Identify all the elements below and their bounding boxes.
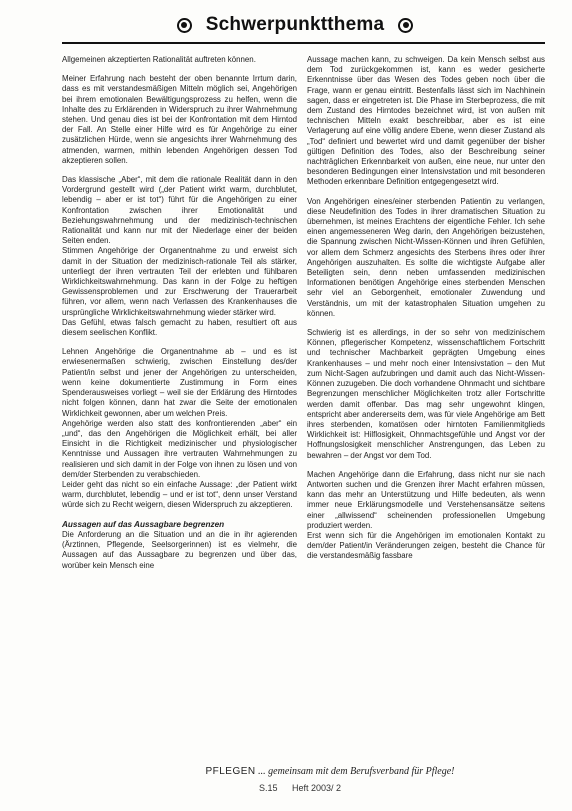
section-title: Schwerpunktthema <box>205 14 385 35</box>
paragraph: Aussage machen kann, zu schweigen. Da kein Mensch selbst aus dem Tod zurückgekommen ist, kann es weder gesicherte Erkenntnisse über das Wesen des Todes geben noch über die Frage, wann er genau eintritt. Bestenfalls lässt sich im Nachhinein sagen, dass er eingetreten ist. Die Phase im Sterbeprozess, die mit dem Zustand des Hirntodes bezeichnet wird, ist von außen mit technischen Mitteln exakt beschreibbar, aber es ist eine Verlagerung auf eine völlig andere Ebene, wenn dieser Zustand als „Tod“ definiert und bewertet wird und damit gegenüber der bisher gültigen Definition des Todes, also der Beschreibung seiner nachträglichen Erkennbarkeit von außen, eine neue, nur unter den besonderen Bedingungen einer Intensivstation und mit besonderen Methoden erkennbare Definition entgegengesetzt wird. <box>307 55 545 187</box>
header-rule <box>62 42 545 44</box>
footer-brand: PFLEGEN <box>205 766 256 777</box>
paragraph: Die Anforderung an die Situation und an die in ihr agierenden (Ärztinnen, Pflegende, Seelsorgerinnen) ist es vielmehr, die Aussagen auf das Aussagbare zu begrenzen und über das, worüber kein Mensch eine <box>62 530 297 570</box>
paragraph: Erst wenn sich für die Angehörigen im emotionalen Kontakt zu dem/der Patient/in Veränderungen zeigen, besteht die Chance für die verstandesmäßig fassbare <box>307 530 545 561</box>
subheading: Aussagen auf das Aussagbare begrenzen <box>62 519 225 529</box>
paragraph: Machen Angehörige dann die Erfahrung, dass nicht nur sie nach Antworten suchen und die Grenzen ihrer Macht erfahren müssen, kann das mehr an Unterstützung und Hilfe bedeuten, als wenn immer neue Erklärungsmodelle und Verstehensansätze seitens einer „allwissend“ scheinenden professionellen Umgebung produziert werden. <box>307 469 545 530</box>
paragraph: Leider geht das nicht so ein einfache Aussage: „der Patient wirkt warm, durchblutet, lebendig – und er ist tot“, denn unser Verstand würde sich zu Recht weigern, diesen Widerspruch zu akzeptieren. <box>62 479 297 510</box>
target-bullet-icon <box>398 18 413 33</box>
paragraph: Schwierig ist es allerdings, in der so sehr von medizinischem Können, pflegerischer Kompetenz, wissenschaftlichem Fortschritt und technischer Machbarkeit geprägten Umgebung eines Krankenhauses – und mehr noch einer Intensivstation – den Mut zum Nicht-Sagen aufzubringen und damit auch das Nicht-Wissen-Können zuzugeben. Die doch vorhandene Ohnmacht und sichtbare Begrenzungen menschlicher Möglichkeiten trotz aller Fortschritte werden damit offenbar. Das mag sehr ungewohnt klingen, entspricht aber andererseits dem, was für viele Angehörige am Bett ihres sterbenden, komatösen oder hirntoten Familienmitglieds Wirklichkeit ist: Hilflosigkeit, Ohnmachtsgefühle und Angst vor der Hoffnungslosigkeit menschlicher Anstrengungen, das Leben zu bewahren – der Angst vor dem Tod. <box>307 328 545 460</box>
right-column <box>307 55 545 562</box>
paragraph: Meiner Erfahrung nach besteht der oben benannte Irrtum darin, dass es mit verstandesmäßigen Mitteln möglich sei, Angehörigen bei ihrem emotionalen Bewältigungsprozess zu helfen, wenn die Inhalte des zu Erklärenden in Widerspruch zu ihrer Wahrnehmung stehen. Und genau dies ist bei der Konfrontation mit dem Hirntod der Fall. An Stelle einer Hilfe wird es für Angehörige zu einer zusätzlichen Hürde, wenn sie angesichts ihrer Wahrnehmung des atmenden, warmen, mithin lebenden Angehörigen dessen Tod akzeptieren sollen. <box>62 74 297 165</box>
paragraph: Angehörige werden also statt des konfrontierenden „aber“ ein „und“, das den Angehörigen die Möglichkeit erhält, bei aller Einsicht in die Richtigkeit medizinischer und physiologischer Kenntnisse und Aussagen ihre vertrauten Wahrnehmungen zu realisieren und sich damit in der Folge von ihnen zu lösen und von dem/der Sterbenden zu verabschieden. <box>62 418 297 479</box>
footer-tagline <box>150 766 510 777</box>
footer-slogan: ... gemeinsam mit dem Berufsverband für Pflege! <box>258 766 455 777</box>
page-info <box>240 783 360 793</box>
page-header <box>150 12 440 38</box>
paragraph: Das Gefühl, etwas falsch gemacht zu haben, resultiert oft aus diesem seelischen Konflikt. <box>62 317 297 338</box>
issue-label: Heft 2003/ 2 <box>291 783 342 793</box>
paragraph: Von Angehörigen eines/einer sterbenden Patientin zu verlangen, diese Neudefinition des Todes in ihrer dramatischen Situation zu übernehmen, ist meines Erachtens der eigentliche Fehler. Ich sehe einen angemesseneren Weg darin, den Angehörigen beizustehen, die Spannung zwischen Nicht-Wissen-Können und ihren Gefühlen, vor allem dem Schmerz angesichts des Sterbens ihres oder ihrer Angehörigen auszuhalten. Es sollte die wichtigste Aufgabe aller Beteiligten sein, denn neben umfassenden medizinischen Informationen benötigen Angehörige eines sterbenden Menschen sehr viel an Geborgenheit, emotionaler Zuwendung und Verständnis, um mit der katastrophalen Situation umgehen zu können. <box>307 196 545 318</box>
paragraph: Lehnen Angehörige die Organentnahme ab – und es ist erwiesenermaßen schwierig, zwischen Einstellung des/der Patient/in selbst und jener der Angehörigen zu unterscheiden, wenn keine dokumentierte Zustimmung in Form eines Spenderausweises vorliegt – weil sie der Erklärung des Hirntodes nicht folgen können, dann hat zwar die Seite der emotionalen Wirklichkeit gewonnen, aber um welchen Preis. <box>62 347 297 418</box>
target-bullet-icon <box>177 18 192 33</box>
paragraph: Das klassische „Aber“, mit dem die rationale Realität dann in den Vordergrund gestellt wird („der Patient wirkt warm, durchblutet, lebendig – aber er ist tot“) führt für die Angehörigen zu einer Konfrontation zwischen ihrer Emotionalität und Beziehungswahrnehmung und der medizinisch-technischen Rationalität und kann nur mit der Niederlage einer der beiden Seiten enden. <box>62 175 297 246</box>
paragraph: Stimmen Angehörige der Organentnahme zu und erweist sich damit in der Situation der medizinisch-rationale Teil als stärker, unterliegt der ihren vertrauten Teil der erlebten und fühlbaren Wirklichkeitswahrnehmung. Das kann in der Folge zu heftigen Gewissensproblemen und zur Erschwerung der Trauerarbeit führen, vor allem, wenn nach Verlassen des Krankenhauses die ursprüngliche Wirklichkeitswahrnehmung wieder stärker wird. <box>62 246 297 317</box>
page-number: S.15 <box>258 783 278 793</box>
paragraph: Allgemeinen akzeptierten Rationalität auftreten können. <box>62 55 256 64</box>
left-column <box>62 55 297 571</box>
